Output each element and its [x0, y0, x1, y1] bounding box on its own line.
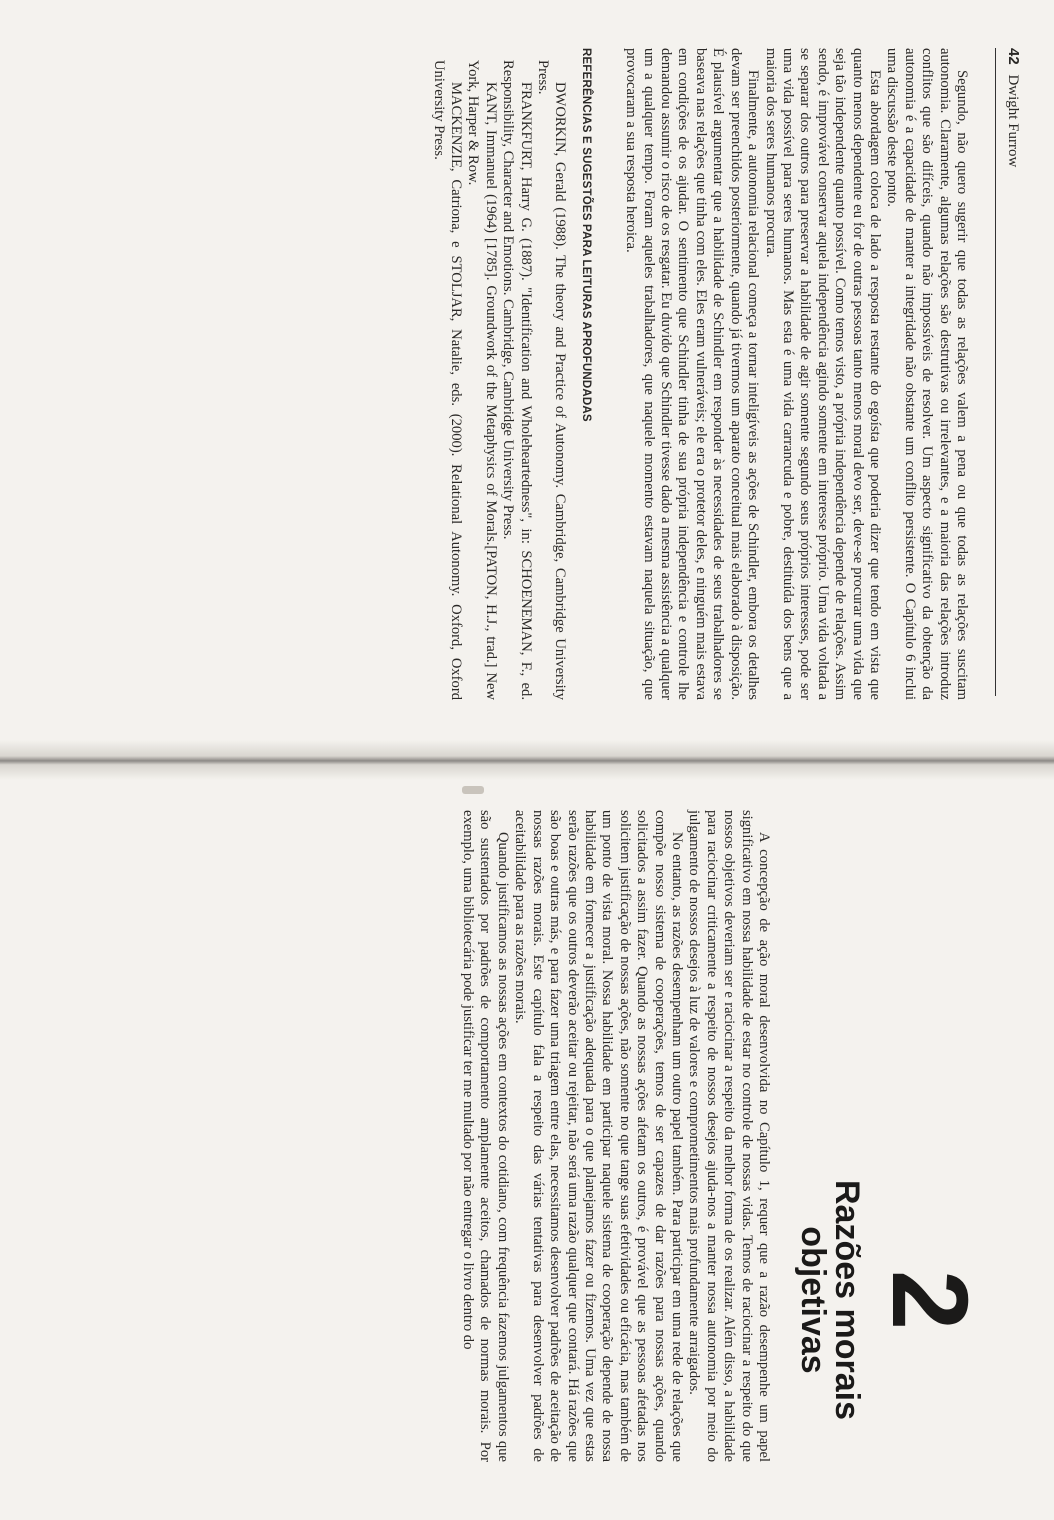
reference-entry: FRANKFURT, Harry G. (1887). "Identification and Wholeheartedness", in: SCHOENEMAN, F., ed. Responsibility, Character and Emotions. Cambridge, Cambridge University Press. [500, 60, 534, 700]
paragraph: No entanto, as razões desempenham um outro papel também. Para participar em uma rede de relações que compõe nosso sistema de cooperações, temos de ser capazes de dar razões para nossas ações, quando solicitados a assim fazer. Quando as nossas ações afetam os outros, é provável que as pessoas afetadas nos solicitem justificação de nossas ações, não somente no que tange suas efetividades ou eficácia, mas também de um ponto de vista moral. Nossa habilidade em participar naquele sistema de cooperação depende de nossa habilidade em fornecer a justificação adequada para o que planejamos fazer ou fizemos. Uma vez que estas serão razões que os outros deverão aceitar ou rejeitar, não será uma razão qualquer que contará. Há razões que são boas e outras más, e para fazer uma triagem entre elas, necessitamos desenvolver padrões de aceitação de nossas razões morais. Este capítulo fala a respeito das várias tentativas para desenvolver padrões de aceitabilidade para as razões morais. [512, 810, 685, 1462]
chapter-title [796, 1150, 864, 1450]
right-body-text [459, 810, 772, 1462]
chapter-title-line: objetivas [794, 1226, 832, 1374]
page-number: 42 [1005, 48, 1022, 65]
references-heading: REFERÊNCIAS E SUGESTÕES PARA LEITURAS APROFUNDADAS [579, 48, 592, 422]
reference-entry: DWORKIN, Gerald (1988). The theory and Practice of Autonomy. Cambridge, Cambridge University Press. [535, 60, 569, 700]
paragraph: A concepção de ação moral desenvolvida no Capítulo 1, requer que a razão desempenhe um papel significativo em nossa habilidade de estar no controle de nossas vidas. Temos de raciocinar a respeito do que nossos objetivos deveriam ser e raciocinar a respeito da melhor forma de os realizar. Além disso, a habilidade para raciocinar criticamente a respeito de nossos desejos ajuda-nos a manter nossa autonomia por meio do julgamento de nossos desejos à luz de valores e comprometimentos mais profundamente arraigados. [686, 810, 772, 1462]
header-rule [995, 48, 996, 696]
paragraph: Esta abordagem coloca de lado a resposta restante do egoísta que poderia dizer que tendo em vista que quanto menos dependente eu for de outras pessoas tanto menos moral devo ser, deve-se procurar uma vida que seja tão independente quanto possível. Como temos visto, a própria independência depende de relações. Assim sendo, é improvável conservar aquela independência agindo somente em interesse próprio. Uma vida voltada a se separar dos outros para preservar a habilidade de agir somente segundo seus próprios interesses, pode ser uma vida possível para seres humanos. Mas esta é uma vida carrancuda e pobre, destituída dos bens que a maioria dos seres humanos procura. [762, 48, 883, 700]
left-page [0, 0, 1054, 755]
page-mark [462, 786, 484, 794]
right-page [0, 770, 1054, 1520]
running-head [1004, 48, 1022, 167]
reference-entry: MACKENZIE, Catriona, e STOLJAR, Natalie, eds. (2000). Relational Autonomy. Oxford, Oxford University Press. [430, 60, 465, 700]
chapter-title-line: Razões morais [828, 1180, 866, 1420]
author-name: Dwight Furrow [1005, 74, 1021, 168]
paragraph: Finalmente, a autonomia relacional começa a tornar inteligíveis as ações de Schindler, embora os detalhes devam ser preenchidos posteriormente, quando já tivermos um aparato conceitual mais elaborado à disposição. É plausível argumentar que a habilidade de Schindler em responder às necessidades de seus trabalhadores se baseava nas relações que tinha com eles. Eles eram vulneráveis; ele era o protetor deles, e ninguém mais estava em condições de os ajudar. O sentimento que Schindler tinha de sua própria independência e controle lhe demandou assumir o risco de os resgatar. Eu duvido que Schindler tivesse dado a mesma assistência a qualquer um a qualquer tempo. Foram aqueles trabalhadores, que naquele momento estavam naquela situação, que provocaram a sua resposta heroica. [623, 48, 762, 700]
reference-entry: KANT, Immanuel (1964) [1785]. Groundwork of the Metaphysics of Morals.[PATON, H.J., trad.] New York, Harper & Row. [465, 60, 499, 700]
paragraph: Quando justificamos as nossas ações em contextos do cotidiano, com frequência fazemos julgamentos que são sustentados por padrões de comportamento amplamente aceitos, chamados de normas morais. Por exemplo, uma bibliotecária pode justificar ter me multado por não entregar o livro dentro do [460, 810, 511, 1462]
paragraph: Segundo, não quero sugerir que todas as relações valem a pena ou que todas as relações suscitam autonomia. Claramente, algumas relações são destrutivas ou irrelevantes, e a maioria das relações introduz conflitos que são difíceis, quando não impossíveis de resolver. Um aspecto significativo da obtenção da autonomia é a capacidade de manter a integridade não obstante um conflito persistente. O Capítulo 6 inclui uma discussão deste ponto. [884, 48, 970, 700]
chapter-number: 2 [870, 1270, 991, 1331]
left-body-text [429, 48, 970, 700]
